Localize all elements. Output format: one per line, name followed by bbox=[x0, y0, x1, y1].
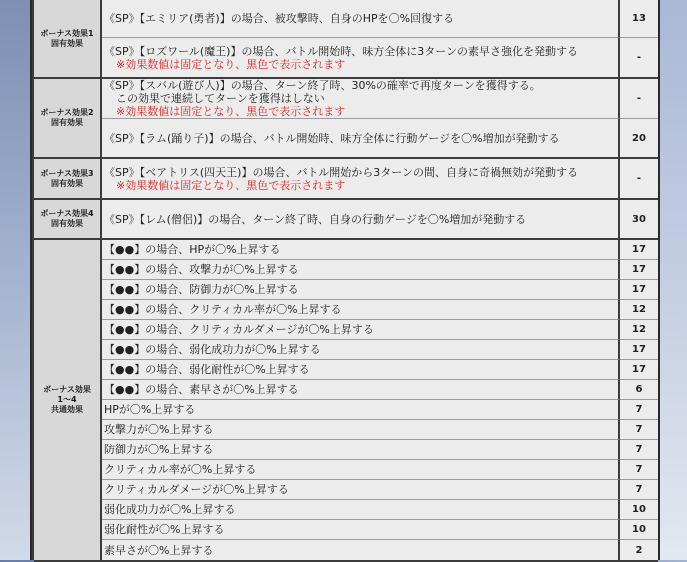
effect-value: 7 bbox=[620, 420, 658, 440]
effect-value: 17 bbox=[620, 260, 658, 280]
effect-text: 弱化耐性が〇%上昇する bbox=[104, 523, 225, 536]
effect-description bbox=[102, 360, 620, 380]
effect-text: 《SP》【レム(僧侶)】の場合、ターン終了時、自身の行動ゲージを〇%増加が発動する bbox=[104, 212, 527, 226]
effect-description bbox=[102, 200, 620, 240]
effect-description bbox=[102, 159, 620, 200]
effect-value: 7 bbox=[620, 480, 658, 500]
table-row bbox=[34, 420, 658, 440]
effect-text: クリティカルダメージが〇%上昇する bbox=[104, 483, 289, 496]
effect-value: 10 bbox=[620, 520, 658, 540]
bonus-group-label-line: 固有効果 bbox=[51, 38, 83, 48]
effect-description bbox=[102, 460, 620, 480]
effect-subtext: この効果で連続してターンを獲得はしない bbox=[116, 92, 325, 105]
effect-value: 17 bbox=[620, 360, 658, 380]
effect-value: 17 bbox=[620, 240, 658, 260]
effect-text: 素早さが〇%上昇する bbox=[104, 543, 214, 557]
bonus-group-label-line: ボーナス効果 bbox=[43, 385, 91, 394]
effect-description bbox=[102, 520, 620, 540]
effect-value: - bbox=[620, 79, 658, 119]
effect-text: 《SP》【ラム(踊り子)】の場合、バトル開始時、味方全体に行動ゲージを〇%増加が発動する bbox=[104, 131, 560, 145]
effect-text: 【●●】の場合、弱化耐性が〇%上昇する bbox=[104, 363, 310, 376]
bonus-group-label-line: 共通効果 bbox=[51, 405, 83, 414]
effect-value: 13 bbox=[620, 0, 658, 38]
table-row bbox=[34, 240, 658, 260]
table-row bbox=[34, 540, 658, 562]
effect-description bbox=[102, 480, 620, 500]
bonus-group-label-line: 1〜4 bbox=[57, 395, 77, 404]
effect-note: ※効果数値は固定となり、黒色で表示されます bbox=[116, 105, 346, 118]
effect-note: ※効果数値は固定となり、黒色で表示されます bbox=[116, 57, 346, 71]
effect-value: - bbox=[620, 38, 658, 79]
table-row bbox=[34, 400, 658, 420]
table-row bbox=[34, 380, 658, 400]
effect-text: 防御力が〇%上昇する bbox=[104, 443, 214, 456]
bonus-group-label bbox=[34, 200, 102, 240]
effect-value: 30 bbox=[620, 200, 658, 240]
bonus-group-label-line: 固有効果 bbox=[51, 118, 83, 127]
effect-text: クリティカル率が〇%上昇する bbox=[104, 463, 257, 476]
effect-value: 7 bbox=[620, 460, 658, 480]
effect-description bbox=[102, 320, 620, 340]
bonus-group-label-line: 固有効果 bbox=[51, 178, 83, 188]
effect-text: 【●●】の場合、素早さが〇%上昇する bbox=[104, 383, 299, 396]
table-row bbox=[34, 480, 658, 500]
effect-description bbox=[102, 500, 620, 520]
bonus-group-label bbox=[34, 159, 102, 200]
effect-description bbox=[102, 280, 620, 300]
effect-value: 17 bbox=[620, 340, 658, 360]
table-row bbox=[34, 119, 658, 159]
effect-description bbox=[102, 340, 620, 360]
table-row bbox=[34, 460, 658, 480]
effect-text: 【●●】の場合、クリティカルダメージが〇%上昇する bbox=[104, 323, 374, 336]
table-row bbox=[34, 300, 658, 320]
effect-value: 10 bbox=[620, 500, 658, 520]
effect-value: 2 bbox=[620, 540, 658, 562]
effect-value: 7 bbox=[620, 400, 658, 420]
effect-description bbox=[102, 400, 620, 420]
effect-text: 【●●】の場合、弱化成功力が〇%上昇する bbox=[104, 343, 321, 356]
effect-description bbox=[102, 119, 620, 159]
effect-value: 17 bbox=[620, 280, 658, 300]
bonus-effects-table bbox=[34, 0, 658, 562]
effect-value: 7 bbox=[620, 440, 658, 460]
table-row bbox=[34, 260, 658, 280]
effect-note: ※効果数値は固定となり、黒色で表示されます bbox=[116, 178, 346, 192]
table-row bbox=[34, 320, 658, 340]
effect-value: 12 bbox=[620, 300, 658, 320]
effect-description bbox=[102, 440, 620, 460]
effect-value: - bbox=[620, 159, 658, 200]
effect-text: 【●●】の場合、攻撃力が〇%上昇する bbox=[104, 263, 299, 276]
table-row bbox=[34, 38, 658, 79]
bonus-group-label-line: ボーナス効果1 bbox=[40, 28, 94, 38]
effect-text: 《SP》【ロズワール(魔王)】の場合、バトル開始時、味方全体に3ターンの素早さ強化を発動する bbox=[104, 44, 579, 58]
effect-description bbox=[102, 38, 620, 79]
table-row bbox=[34, 0, 658, 38]
table-row bbox=[34, 200, 658, 240]
effect-text: HPが〇%上昇する bbox=[104, 403, 196, 416]
bonus-group-label-line: ボーナス効果4 bbox=[40, 209, 94, 218]
bonus-group-label-line: ボーナス効果3 bbox=[40, 168, 94, 178]
table-row bbox=[34, 280, 658, 300]
effect-value: 6 bbox=[620, 380, 658, 400]
effect-text: 【●●】の場合、防御力が〇%上昇する bbox=[104, 283, 299, 296]
table-row bbox=[34, 360, 658, 380]
effect-description bbox=[102, 420, 620, 440]
effect-value: 12 bbox=[620, 320, 658, 340]
background-left bbox=[0, 0, 30, 560]
effect-text: 《SP》【エミリア(勇者)】の場合、被攻撃時、自身のHPを〇%回復する bbox=[104, 12, 455, 25]
effect-value: 20 bbox=[620, 119, 658, 159]
effect-description bbox=[102, 380, 620, 400]
bonus-effects-panel bbox=[30, 0, 660, 560]
effect-description bbox=[102, 79, 620, 119]
effect-description bbox=[102, 540, 620, 562]
background-right bbox=[659, 0, 687, 560]
bonus-group-label bbox=[34, 0, 102, 79]
effect-text: 弱化成功力が〇%上昇する bbox=[104, 503, 236, 516]
bonus-group-label-line: 固有効果 bbox=[51, 219, 83, 228]
table-row bbox=[34, 440, 658, 460]
effect-text: 【●●】の場合、クリティカル率が〇%上昇する bbox=[104, 303, 342, 316]
table-row bbox=[34, 340, 658, 360]
effect-text: 攻撃力が〇%上昇する bbox=[104, 423, 214, 436]
effect-description bbox=[102, 0, 620, 38]
table-row bbox=[34, 79, 658, 119]
bonus-group-label-line: ボーナス効果2 bbox=[40, 108, 94, 117]
table-row bbox=[34, 159, 658, 200]
effect-text: 《SP》【ベアトリス(四天王)】の場合、バトル開始から3ターンの間、自身に奇禍無効が発動する bbox=[104, 165, 579, 179]
effect-description bbox=[102, 240, 620, 260]
table-row bbox=[34, 500, 658, 520]
bonus-group-label bbox=[34, 240, 102, 562]
effect-text: 《SP》【スバル(遊び人)】の場合、ターン終了時、30%の確率で再度ターンを獲得する。 bbox=[104, 79, 541, 92]
effect-text: 【●●】の場合、HPが〇%上昇する bbox=[104, 243, 281, 256]
effect-description bbox=[102, 300, 620, 320]
bonus-group-label bbox=[34, 79, 102, 159]
table-row bbox=[34, 520, 658, 540]
effect-description bbox=[102, 260, 620, 280]
